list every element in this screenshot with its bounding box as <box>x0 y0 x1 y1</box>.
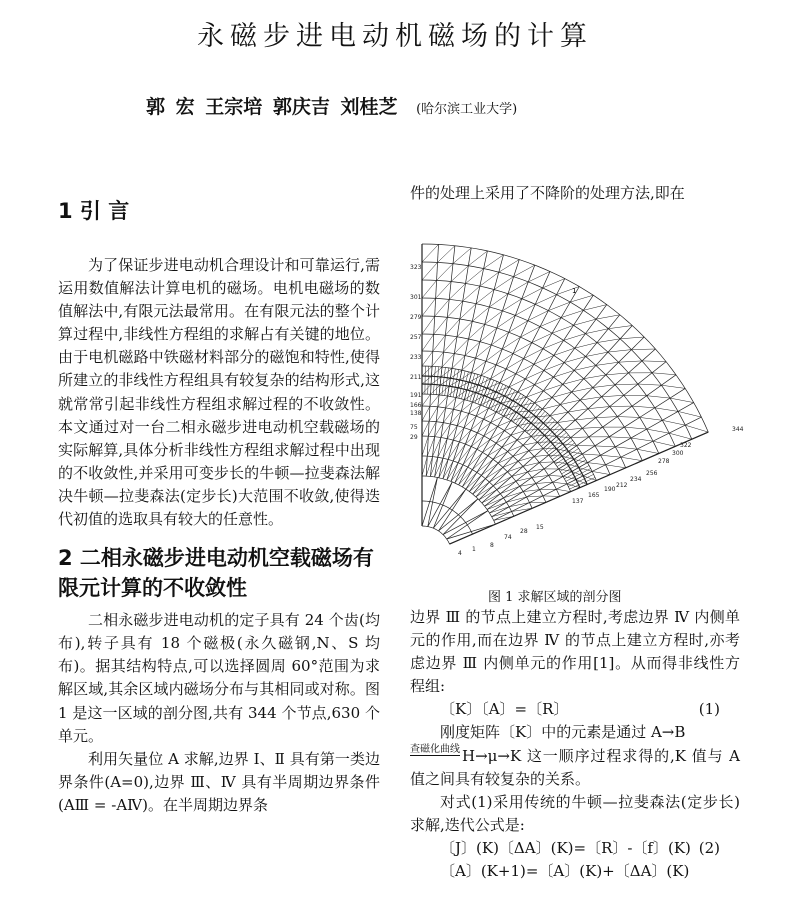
mesh-edge <box>601 455 621 457</box>
mesh-edge <box>422 316 435 334</box>
mesh-edge <box>422 280 437 298</box>
node-label: 137 <box>572 498 584 506</box>
mesh-edge <box>529 409 543 411</box>
mesh-edge <box>451 266 468 282</box>
mesh-edge <box>685 425 708 432</box>
mesh-edge <box>617 417 639 418</box>
mesh-edge <box>503 492 523 498</box>
mesh-edge <box>662 420 685 425</box>
magnetization-curve-label: 查磁化曲线 <box>410 743 460 755</box>
mesh-edge <box>606 465 626 468</box>
mesh-edge <box>422 394 431 406</box>
equation-2b <box>410 860 740 883</box>
mesh-edge <box>563 444 577 446</box>
right-paragraph-4: 对式(1)采用传统的牛顿—拉斐森法(定步长)求解,迭代公式是: <box>410 792 740 834</box>
node-label: 1 <box>472 546 476 554</box>
figure-caption: 图 1 求解区域的剖分图 <box>488 590 622 605</box>
mesh-edge <box>431 385 441 394</box>
mesh-edge <box>524 417 536 418</box>
mesh-edge <box>563 379 584 385</box>
mesh-edge <box>661 385 685 388</box>
mesh-edge <box>552 325 573 333</box>
mesh-edge <box>502 299 521 311</box>
mesh-edge <box>439 367 442 395</box>
section-2-heading: 2 二相永磁步进电动机空载磁场有限元计算的不收敛性 <box>58 546 374 601</box>
node-label: 212 <box>616 482 628 490</box>
mesh-edge <box>528 311 549 321</box>
mesh-edge <box>593 385 615 388</box>
mesh-edge <box>431 366 432 394</box>
mesh-edge <box>506 497 526 502</box>
author-line <box>146 92 517 119</box>
mesh-edge <box>436 282 452 299</box>
mesh-edge <box>582 427 602 428</box>
node-label: 256 <box>646 470 658 478</box>
node-label: 8 <box>490 542 494 550</box>
node-label: 75 <box>410 424 418 432</box>
node-label: 211 <box>410 374 422 382</box>
mesh-edge <box>602 395 624 397</box>
mesh-edge <box>556 489 570 492</box>
mesh-edge <box>597 339 620 343</box>
mesh-edge <box>458 382 469 388</box>
mesh-edge <box>485 311 503 324</box>
right-top-line: 件的处理上采用了不降阶的处理方法,即在 <box>410 184 685 202</box>
mesh-edge <box>422 406 430 421</box>
mesh-edge <box>534 455 549 456</box>
equation-1-number: (1) <box>698 700 720 719</box>
mesh-edge <box>433 335 446 351</box>
mesh-edge <box>596 362 619 365</box>
section-2-paragraph-1: 二相永磁步进电动机的定子具有 24 个齿(均布),转子具有 18 个磁极(永久磁钢,N、S 均布)。据其结构特点,可以选择圆周 60°范围为求解区域,其余区域内磁场分布与其相同或对称。图 1 是这一区域的剖分图,共有 344 个节点,630 个单元。 <box>58 611 380 745</box>
mesh-edge <box>642 361 666 362</box>
mesh-edge <box>631 438 653 441</box>
node-label: 74 <box>504 534 512 542</box>
mesh-edge <box>471 436 484 447</box>
node-label: 166 <box>410 402 422 410</box>
equation-1 <box>410 698 740 721</box>
equation-2-number: (2) <box>698 838 720 857</box>
mesh-edge <box>670 398 694 403</box>
right-paragraph-3-text: H→μ→K 这一顺序过程求得的,K 值与 A 值之间具有较复杂的关系。 <box>410 746 740 788</box>
mesh-edge <box>537 423 557 443</box>
mesh-edge <box>438 246 455 263</box>
mesh-edge <box>575 418 595 420</box>
node-label: 29 <box>410 434 418 442</box>
mesh-edge <box>540 318 561 327</box>
mesh-edge <box>564 428 582 430</box>
mesh-edge <box>582 454 600 455</box>
mesh-edge <box>435 299 450 316</box>
right-column <box>410 182 744 563</box>
mesh-edge <box>615 384 638 385</box>
mesh-edge <box>437 264 453 281</box>
mesh-edge <box>447 524 496 539</box>
mesh-edge <box>492 512 512 517</box>
equation-1-text: 〔K〕〔A〕=〔R〕 <box>440 700 569 719</box>
mesh-edge <box>433 482 452 528</box>
mesh-edge <box>456 370 462 397</box>
mesh-edge <box>596 417 618 418</box>
mesh-edge <box>620 337 644 339</box>
mesh-edge <box>638 384 661 385</box>
mesh-edge <box>516 411 528 412</box>
author-names: 郭 宏 王宗培 郭庆吉 刘桂芝 <box>146 96 398 118</box>
mesh-edge <box>536 482 553 483</box>
mesh-edge <box>596 315 620 319</box>
mesh-edge <box>498 456 513 463</box>
mesh-edge <box>554 348 575 355</box>
mesh-edge <box>489 383 500 409</box>
mesh-edge <box>554 462 567 464</box>
node-label: 165 <box>588 492 600 500</box>
mesh-edge <box>422 366 432 376</box>
node-label: 301 <box>410 294 422 302</box>
mesh-edge <box>432 352 444 366</box>
right-paragraph-1: 边界 Ⅲ 的节点上建立方程时,考虑边界 Ⅳ 内侧单元的作用,而在边界 Ⅳ 的节点上建立方程时,亦考虑边界 Ⅲ 内侧单元的作用[1]。从而得非线性方程组: <box>410 608 740 696</box>
node-label: 4 <box>458 550 462 558</box>
mesh-edge <box>549 455 562 456</box>
mesh-edge <box>536 416 550 417</box>
mesh-edge <box>637 449 659 453</box>
mesh-edge <box>553 482 568 484</box>
node-label: 234 <box>630 476 642 484</box>
mesh-edge <box>571 437 589 438</box>
mesh-edge <box>500 486 520 493</box>
mesh-edge <box>453 444 465 461</box>
mesh-edge <box>619 361 643 362</box>
node-label: 322 <box>680 442 692 450</box>
mesh-edge <box>678 411 701 417</box>
mesh-edge <box>422 244 439 262</box>
node-label: 344 <box>732 426 744 434</box>
node-label: 323 <box>410 264 422 272</box>
mesh-edge <box>509 503 529 507</box>
mesh-edge <box>422 478 437 527</box>
mesh-edge <box>432 367 443 376</box>
mesh-diagram <box>410 211 744 563</box>
mesh-edge <box>477 439 490 449</box>
mesh-edge <box>493 452 508 460</box>
mesh-edge <box>439 460 448 478</box>
mesh-edge <box>587 463 605 465</box>
mesh-edge <box>525 429 538 431</box>
mesh-arc <box>422 526 450 544</box>
mesh-edge <box>621 457 643 461</box>
mesh-edge <box>522 288 543 299</box>
mesh-edge <box>488 447 502 456</box>
mesh-edge <box>631 349 655 350</box>
node-label: 300 <box>672 450 684 458</box>
mesh-edge <box>453 248 471 264</box>
mesh-edge <box>431 377 441 384</box>
mesh-edge <box>422 334 434 351</box>
mesh-edge <box>535 295 556 305</box>
mesh-edge <box>647 396 670 398</box>
mesh-edge <box>606 373 629 375</box>
mesh-edge <box>509 406 521 408</box>
mesh-edge <box>494 516 514 520</box>
node-label: 15 <box>536 524 544 532</box>
mesh-edge <box>535 420 555 440</box>
node-label: 191 <box>410 392 422 400</box>
node-label: 28 <box>520 528 528 536</box>
right-paragraph-2: 刚度矩阵〔K〕中的元素是通过 A→B <box>440 723 686 742</box>
mesh-edge <box>443 440 453 458</box>
mesh-edge <box>433 489 466 528</box>
mesh-edge <box>549 475 564 476</box>
mesh-edge <box>568 474 593 486</box>
mesh-edge <box>538 429 550 430</box>
equation-2a <box>410 837 740 860</box>
mesh-edge <box>449 380 460 386</box>
boundary-marker: 1 <box>572 287 577 296</box>
node-label: 257 <box>410 334 422 342</box>
mesh-edge <box>655 408 678 412</box>
mesh-edge <box>566 469 591 482</box>
mesh-edge <box>557 437 571 438</box>
mesh-edge <box>588 407 610 409</box>
mesh-edge <box>647 429 670 433</box>
affiliation: (哈尔滨工业大学) <box>416 102 518 117</box>
mesh-edge <box>462 287 579 487</box>
mesh-edge <box>486 381 497 407</box>
paper-title: 永磁步进电动机磁场的计算 <box>197 21 593 52</box>
node-label: 233 <box>410 354 422 362</box>
mesh-edge <box>653 441 675 446</box>
mesh-edge <box>609 437 631 438</box>
mesh-edge <box>440 378 450 385</box>
mesh-edge <box>422 262 438 280</box>
mesh-edge <box>564 357 585 363</box>
mesh-edge <box>669 433 692 439</box>
mesh-edge <box>422 298 436 316</box>
mesh-edge <box>479 337 644 500</box>
mesh-edge <box>501 401 513 404</box>
mesh-edge <box>543 496 560 497</box>
mesh-edge <box>563 463 587 477</box>
mesh-edge <box>422 376 432 384</box>
mesh-edge <box>434 317 448 334</box>
mesh-edge <box>632 406 655 408</box>
mesh-edge <box>539 462 554 463</box>
mesh-edge <box>460 304 476 319</box>
mesh-edge <box>422 421 429 436</box>
mesh-edge <box>652 373 676 375</box>
left-column <box>58 196 380 817</box>
mesh-edge <box>608 350 631 353</box>
node-label: 138 <box>410 410 422 418</box>
mesh-edge <box>422 384 431 394</box>
node-label: 278 <box>658 458 670 466</box>
mesh-edge <box>441 368 452 377</box>
mesh-edge <box>455 272 550 484</box>
mesh-edge <box>595 446 615 447</box>
mesh-edge <box>640 417 663 420</box>
mesh-edge <box>531 435 544 436</box>
section-1-heading: 1 引 言 <box>58 199 130 223</box>
section-1-paragraph: 为了保证步进电动机合理设计和可靠运行,需运用数值解法计算电机的磁场。电机电磁场的数值解法中,有限元法最常用。在有限元法的整个计算过程中,非线性方程组的求解占有关键的地位。由于电机磁路中铁磁材料部分的磁饱和特性,使得所建立的非线性方程组具有较复杂的结构形式,这就常常引起非线性方程组求解过程的不收敛性。本文通过对一台二相永磁步进电动机空载磁场的实际解算,具体分析非线性方程组求解过程中出现的不收敛性,并采用可变步长的牛顿—拉斐森法解决牛顿—拉斐森法(定步长)大范围不收敛,使得迭代初值的选取具有较大的任意性。 <box>58 256 380 529</box>
right-column-lower <box>410 606 740 883</box>
mesh-edge <box>448 442 459 460</box>
node-label: 279 <box>410 314 422 322</box>
mesh-edge <box>515 304 535 315</box>
equation-2b-text: 〔A〕(K+1)=〔A〕(K)+〔ΔA〕(K) <box>440 862 690 881</box>
mesh-figure <box>410 211 744 563</box>
equation-2a-text: 〔J〕(K)〔ΔA〕(K)=〔R〕-〔f〕(K) <box>440 838 691 857</box>
mesh-edge <box>422 351 433 366</box>
mesh-edge <box>592 471 610 474</box>
mesh-edge <box>608 326 632 329</box>
section-2-paragraph-2: 利用矢量位 A 求解,边界 Ⅰ、Ⅱ 具有第一类边界条件(A=0),边界 Ⅲ、Ⅳ 具有半周期边界条件(AⅢ = -AⅣ)。在半周期边界条 <box>58 749 380 814</box>
mesh-edge <box>483 443 497 452</box>
mesh-edge <box>615 447 637 449</box>
node-label: 190 <box>604 486 616 494</box>
mesh-edge <box>625 427 647 429</box>
right-paragraph-3 <box>410 745 740 791</box>
mesh-edge <box>564 334 586 341</box>
